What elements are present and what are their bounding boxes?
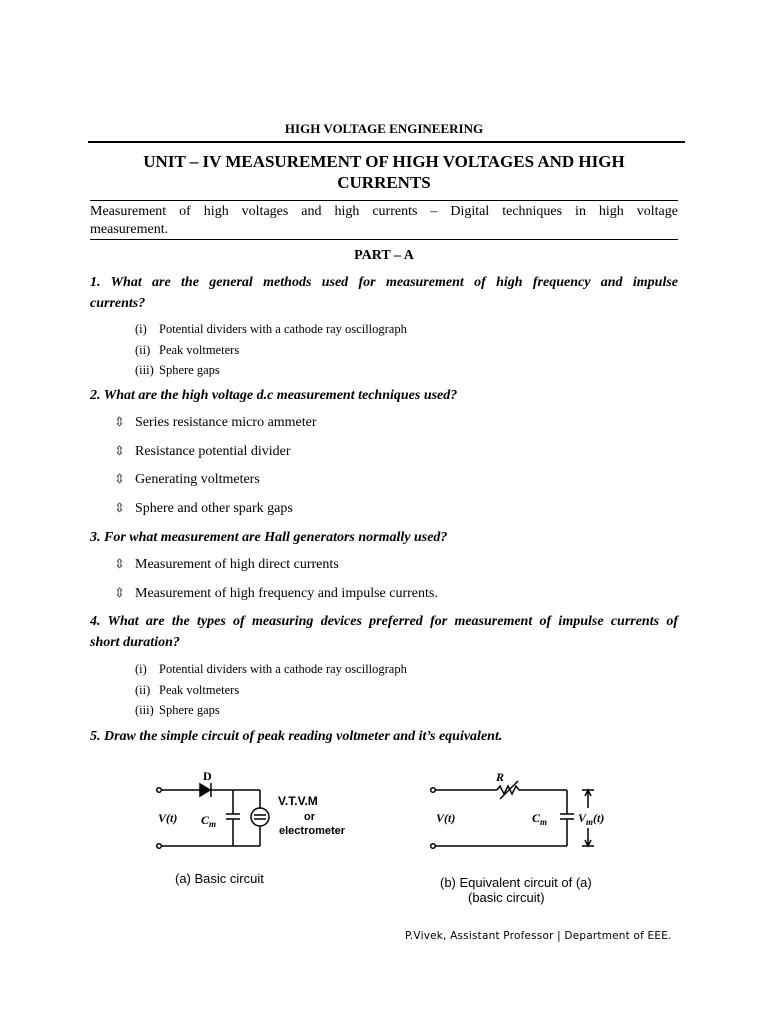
input-label: V(t) — [158, 811, 178, 825]
terminal — [431, 844, 436, 849]
part-heading: PART – A — [354, 248, 414, 263]
list-item: (iii) Sphere gaps — [135, 703, 220, 717]
question-1-line1: 1. What are the general methods used for measurement of high frequency and impulse — [90, 275, 678, 290]
list-item: ⇳ Series resistance micro ammeter — [114, 414, 317, 430]
question-5: 5. Draw the simple circuit of peak reading voltmeter and it’s equivalent. — [90, 729, 503, 744]
hand-arrow-icon: ⇳ — [114, 584, 125, 600]
diode-label: D — [203, 769, 212, 783]
question-1-line2: currents? — [90, 296, 146, 311]
meter-label-line3: electrometer — [279, 825, 346, 837]
hand-arrow-icon: ⇳ — [114, 471, 125, 486]
syllabus-line1: Measurement of high voltages and high currents – Digital techniques in high voltage — [90, 204, 678, 219]
list-item: (ii) Peak voltmeters — [135, 682, 240, 697]
circuit-a-caption: (a) Basic circuit — [175, 871, 264, 886]
terminal — [431, 788, 436, 793]
page-header: HIGH VOLTAGE ENGINEERING — [284, 121, 484, 136]
list-item: (ii) Peak voltmeters — [135, 342, 240, 357]
list-item: ⇳ Measurement of high frequency and impulse currents. — [114, 584, 438, 601]
hand-arrow-icon: ⇳ — [114, 556, 125, 571]
resistor-label: R — [496, 770, 505, 784]
list-item: ⇳ Generating voltmeters — [114, 471, 260, 487]
circuit-b-labels — [436, 770, 604, 827]
list-item: ⇳ Sphere and other spark gaps — [114, 499, 293, 516]
output-label: $V_m(t)$ — [578, 811, 605, 827]
question-4-line1: 4. What are the types of measuring devices preferred for measurement of impulse currents of — [90, 614, 678, 629]
circuit-b-captions — [440, 875, 592, 905]
terminal — [157, 844, 162, 849]
meter-label-line2: or — [304, 811, 315, 823]
unit-title-line2: CURRENTS — [337, 173, 431, 192]
diode-symbol — [200, 784, 210, 796]
unit-title-line1: UNIT – IV MEASUREMENT OF HIGH VOLTAGES AND HIGH — [143, 152, 625, 171]
list-item: (i) Potential dividers with a cathode ray oscillograph — [135, 322, 407, 336]
cap-label: $C_m$ — [201, 813, 217, 829]
meter-label-line1: V.T.V.M — [278, 794, 318, 808]
hand-arrow-icon: ⇳ — [114, 442, 125, 458]
list-item: (iii) Sphere gaps — [135, 363, 220, 377]
input-label: V(t) — [436, 811, 456, 825]
syllabus-line2: measurement. — [90, 222, 169, 237]
cap-label: $C_m$ — [532, 811, 548, 827]
hand-arrow-icon: ⇳ — [114, 414, 125, 429]
question-2: 2. What are the high voltage d.c measurement techniques used? — [90, 388, 458, 403]
meter-symbol — [251, 808, 269, 826]
list-item: (i) Potential dividers with a cathode ray oscillograph — [135, 662, 407, 676]
hand-arrow-icon: ⇳ — [114, 499, 125, 515]
circuit-b-caption-line2: (basic circuit) — [468, 890, 545, 905]
list-item: ⇳ Measurement of high direct currents — [114, 556, 339, 572]
list-item: ⇳ Resistance potential divider — [114, 442, 291, 459]
circuit-b-caption-line1: (b) Equivalent circuit of (a) — [440, 875, 592, 890]
circuit-a-labels — [158, 769, 346, 886]
terminal — [157, 788, 162, 793]
question-3: 3. For what measurement are Hall generators normally used? — [90, 530, 448, 545]
page-footer: P.Vivek, Assistant Professor | Department of EEE. — [405, 930, 672, 942]
question-4-line2: short duration? — [90, 635, 180, 650]
